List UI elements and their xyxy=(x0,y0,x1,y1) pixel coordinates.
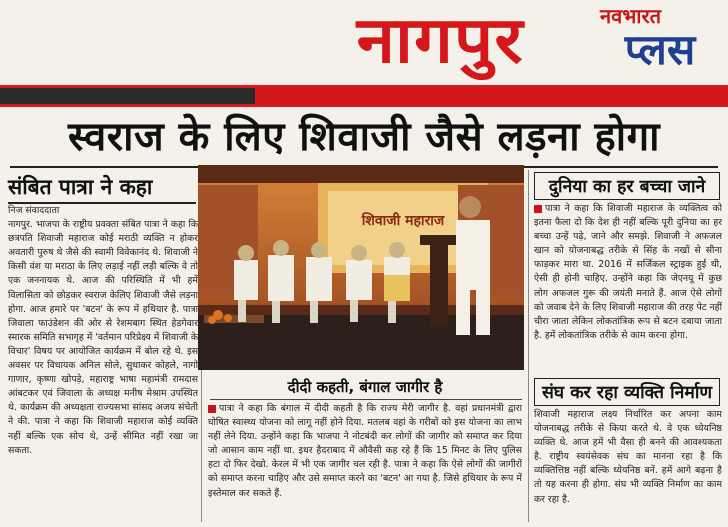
main-headline: स्वराज के लिए शिवाजी जैसे लड़ना होगा xyxy=(67,114,661,160)
column-divider xyxy=(201,370,202,522)
event-photo xyxy=(198,165,524,370)
bottom-rule xyxy=(210,399,522,400)
column-divider xyxy=(528,170,529,522)
bullet-icon xyxy=(534,205,542,213)
right-article-text-1: पात्रा ने कहा कि शिवाजी महाराज के व्यक्तित्व को इतना फैला दो कि देश ही नहीं बल्कि पूरी दुनिया का हर बच्चा उन्हें पढ़े, जाने और समझे. शिवाजी ने अफजल खान को योजनाबद्ध तरीके से सिंह के नखों से सीना फाड़कर मारा था. 2016 में सर्जिकल स्ट्राइक हुई थी, ऐसी ही होनी चाहिए. उन्होंने कहा कि जेएनयू में कुछ लोग अफजल गुरू की जयंती मनाते हैं. आज ऐसे लोगों को जवाब देने के लिए शिवाजी महाराज की तरह पेट नहीं चीरा जाता लेकिन लोकतांत्रिक रूप से बटन दबाया जाता है. हमें लोकतांत्रिक तरीके से काम करना होगा. xyxy=(534,203,722,341)
right-article-body-1 xyxy=(534,202,722,376)
right-subheading-1: दुनिया का हर बच्चा जाने xyxy=(534,172,720,200)
bottom-subheading: दीदी कहती, बंगाल जागीर है xyxy=(287,378,443,396)
bullet-icon xyxy=(208,405,216,413)
masthead-title: नागपुर xyxy=(356,4,524,78)
bottom-article-body xyxy=(208,402,522,522)
left-article-body: निज संवाददाता नागपुर. भाजपा के राष्ट्रीय प्रवक्ता संबित पात्रा ने कहा कि छत्रपति शिवाजी महाराज कोई मराठी व्यक्ति न होकर अवतारी पुरुष थे जैसे की स्वामी विवेकानंद थे. शिवाजी ने किसी वंश या मराठा के लिए लड़ाई नहीं लड़ी बल्कि वे तो एक जननायक थे. आज की परिस्थिति में भी हमें विलासिता को छोड़कर स्वराज केलिए शिवाजी जैसे लड़ना होगा. आज हमारे पर 'बटन' के रूप में हथियार है. पात्रा जिवाला फाउंडेशन की ओर से रेशमबाग स्थित हेडगेवार स्मारक समिति सभागृह में 'वर्तमान परिप्रेक्ष्य में शिवाजी के विचार' विषय पर आयोजित कार्यक्रम में बोल रहे थे. इस अवसर पर विधायक अनिल सोले, सुधाकर कोहले, नागो गाणार, कृष्णा खोपड़े, महाराष्ट्र भाषा महामंत्री रामदास आंबटकर एवं जिवाला के अध्यक्ष मनीष मेश्राम उपस्थित थे. कार्यक्रम की अध्यक्षता राज्यसभा सांसद अजय संचेती ने की. पात्रा ने कहा कि शिवाजी महाराज कोई व्यक्ति नहीं बल्कि एक सोच थे, उन्हें सीमित नहीं रखा जा सकता. xyxy=(8,205,198,456)
masthead-subtitle: नवभारत xyxy=(600,4,662,28)
masthead-plus: प्लस xyxy=(624,25,696,74)
bottom-article-text: पात्रा ने कहा कि बंगाल में दीदी कहती है कि राज्य मेरी जागीर है. वहां प्रधानमंत्री द्वारा घोषित स्वास्थ्य योजना को लागू नहीं होने दिया. मतलब वहां के गरीबों को इस योजना का लाभ नहीं लेने दिया. उन्होंने कहा कि भाजपा ने नोटबंदी कर लोगों की जागीर को समाप्त कर दिया जो आसान काम नहीं था. इधर हैदराबाद में औवैसी कह रहे हैं कि 15 मिनट के लिए पुलिस हटा दो फिर देखो. केरल में भी एक जागीर चल रही है. पात्रा ने कहा कि ऐसे लोगों की जागीरों को समाप्त करना चाहिए और उसे समाप्त करने का 'बटन' आ गया है. जिसे हथियार के रूप में इस्तेमाल कर सकते हैं. xyxy=(208,403,522,499)
right-subheading-2: संघ कर रहा व्यक्ति निर्माण xyxy=(534,378,720,406)
event-photo-illustration xyxy=(198,165,524,370)
right-article-body-2: शिवाजी महाराज लक्ष्य निर्धारित कर अपना काम योजनाबद्ध तरीके से किया करते थे. वे एक ध्येयनिष्ठ व्यक्ति थे. आज हमें भी वैसा ही बनने की आवश्यकता है. राष्ट्रीय स्वयंसेवक संघ का मानना रहा है कि व्यक्तित्तिष्ठ नहीं बल्कि ध्येयनिष्ठ बनें. हमें आगे बढ़ना है तो यह करना ही होगा. संघ भी व्यक्ति निर्माण का काम कर रहा है. xyxy=(534,409,722,505)
banner-text: शिवाजी महाराज xyxy=(361,213,445,229)
left-subheading: संबित पात्रा ने कहा xyxy=(8,172,196,204)
masthead-rule-dark xyxy=(0,88,255,104)
